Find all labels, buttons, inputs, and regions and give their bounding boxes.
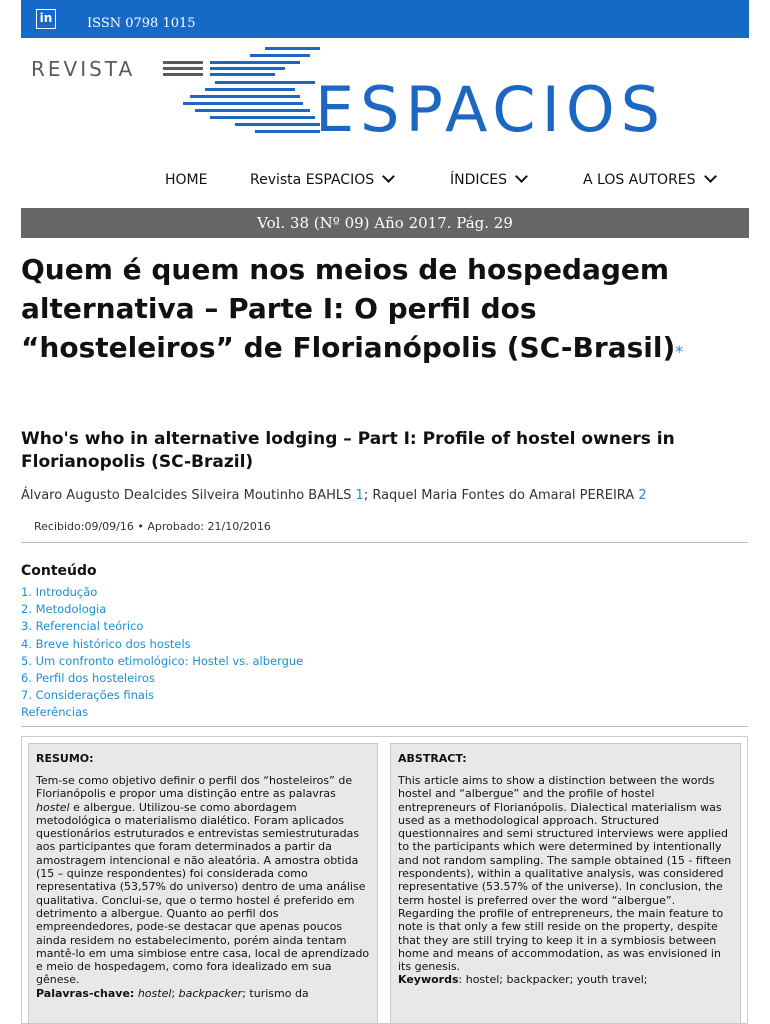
issn-label: ISSN 0798 1015	[87, 16, 196, 31]
toc-item	[21, 584, 303, 601]
toc-item	[21, 601, 303, 618]
nav-indices-label: ÍNDICES	[450, 172, 508, 188]
resumo-keywords-rest: ; turismo da	[242, 986, 309, 1000]
article-title	[21, 250, 756, 371]
nav-revista[interactable]	[250, 172, 393, 188]
chevron-down-icon	[382, 170, 395, 183]
toc-link-consideracoes[interactable]: 7. Considerações finais	[21, 688, 155, 703]
article-subtitle: Who's who in alternative lodging – Part I: Profile of hostel owners in Florianopolis (SC-Brazil)	[21, 429, 675, 472]
author-1: Álvaro Augusto Dealcides Silveira Moutinho BAHLS	[21, 488, 352, 503]
nav-indices[interactable]	[450, 172, 526, 188]
toc-item	[21, 636, 303, 653]
article-title-text: Quem é quem nos meios de hospedagem alternativa – Parte I: O perfil dos “hosteleiros” de Florianópolis (SC-Brasil)	[21, 253, 676, 364]
resumo-heading: RESUMO:	[36, 752, 94, 765]
toc-title: Conteúdo	[21, 563, 97, 579]
title-footnote-link[interactable]: *	[675, 342, 684, 361]
toc-item	[21, 618, 303, 635]
divider	[21, 726, 748, 727]
site-logo[interactable]	[25, 45, 745, 145]
abstract-box	[390, 743, 741, 1024]
toc-link-referencias[interactable]: Referências	[21, 705, 89, 720]
chevron-down-icon	[704, 170, 717, 183]
toc-link-metodologia[interactable]: 2. Metodologia	[21, 602, 107, 617]
toc-item	[21, 653, 303, 670]
author-1-ref-link[interactable]: 1	[355, 488, 364, 503]
abstract-text-body: This article aims to show a distinction between the words hostel and “albergue” and the profile of hostel entrepreneurs of Florianópolis. Dialectical materialism was used as a methodological approach. Structured questionnaires and semi structured interviews were applied to the participants which were determined by intentionally and not random sampling. The sample obtained (15 - fifteen respondents), within a qualitative analysis, was considered representative (53.57% of the universe). In conclusion, the term hostel is preferred over the word “albergue”. Regarding the profile of entrepreneurs, the main feature to note is that only a few still reside on the property, despite that they are still trying to keep it in a symbiosis between home and means of accommodation, as was envisioned in its genesis.	[398, 774, 732, 974]
resumo-text	[36, 774, 370, 1000]
volume-bar: Vol. 38 (Nº 09) Año 2017. Pág. 29	[21, 208, 749, 238]
abstract-text	[398, 774, 733, 987]
resumo-text-part: e albergue. Utilizou-se como abordagem metodológica o materialismo dialético. Foram aplicados questionários estruturados e entrevistas semiestruturadas aos participantes que foram determinados a partir da amostragem intencional e não aleatória. A amostra obtida (15 – quinze respondentes) foi considerada como representativa (53,57% do universo) dentro de uma análise qualitativa. Conclui-se, que o termo hostel é preferido em detrimento a albergue. Quanto ao perfil dos empreendedores, pode-se destacar que apenas poucos ainda residem no estabelecimento, porém ainda tentam mantê-lo em uma simbiose entre casa, local de aprendizado e meio de hospedagem, como fora idealizado em sua gênese.	[36, 800, 370, 987]
toc-link-confronto[interactable]: 5. Um confronto etimológico: Hostel vs. albergue	[21, 653, 304, 668]
resumo-text-part: Tem-se como objetivo definir o perfil dos “hosteleiros” de Florianópolis e propor uma distinção entre as palavras	[36, 774, 353, 801]
abstract-keywords: : hostel; backpacker; youth travel;	[458, 973, 648, 987]
logo-revista-text: REVISTA	[31, 57, 136, 81]
toc-link-historico[interactable]: 4. Breve histórico dos hostels	[21, 636, 191, 651]
resumo-box	[28, 743, 378, 1024]
logo-espacios-text: ESPACIOS	[315, 73, 667, 146]
toc-link-perfil[interactable]: 6. Perfil dos hosteleiros	[21, 671, 155, 686]
nav-autores[interactable]	[583, 172, 715, 188]
author-2: Raquel Maria Fontes do Amaral PEREIRA	[372, 488, 635, 503]
toc-item	[21, 704, 303, 721]
abstract-keywords-label: Keywords	[398, 973, 459, 987]
author-separator: ;	[363, 488, 369, 503]
resumo-keyword-backpacker: backpacker	[178, 986, 243, 1000]
main-nav	[0, 172, 770, 192]
chevron-down-icon	[515, 170, 528, 183]
author-2-ref-link[interactable]: 2	[638, 488, 647, 503]
authors-line	[21, 488, 647, 503]
abstract-heading: ABSTRACT:	[398, 752, 467, 765]
toc-item	[21, 670, 303, 687]
nav-revista-label: Revista ESPACIOS	[250, 172, 375, 188]
resumo-keyword-sep: ;	[171, 986, 176, 1000]
nav-autores-label: A LOS AUTORES	[583, 172, 696, 188]
logo-stripes-icon	[155, 45, 325, 140]
linkedin-icon[interactable]: in	[36, 9, 56, 29]
toc-link-introducao[interactable]: 1. Introdução	[21, 585, 98, 599]
top-bar	[21, 0, 749, 38]
toc-list	[21, 584, 303, 722]
received-approved-dates: Recibido:09/09/16 • Aprobado: 21/10/2016	[34, 520, 271, 533]
nav-home[interactable]: HOME	[165, 172, 208, 188]
divider	[21, 542, 748, 543]
toc-item	[21, 687, 303, 704]
toc-link-referencial[interactable]: 3. Referencial teórico	[21, 619, 144, 634]
resumo-keywords-label: Palavras-chave:	[36, 986, 135, 1000]
resumo-text-hostel: hostel	[36, 800, 70, 814]
resumo-keyword-hostel: hostel	[137, 986, 172, 1000]
